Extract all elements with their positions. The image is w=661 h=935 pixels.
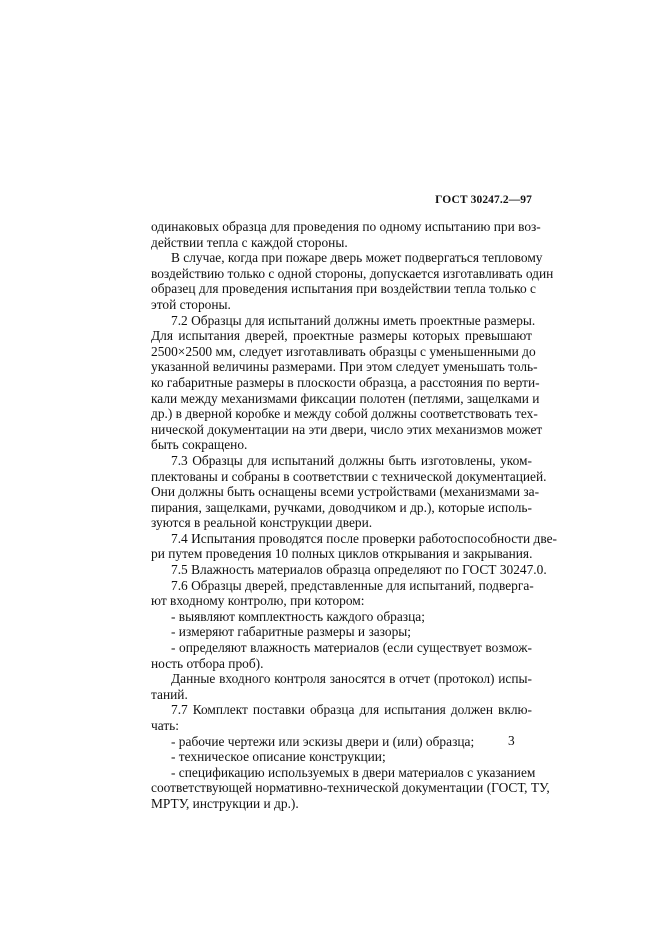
text-line: - определяют влажность материалов (если существует возмож- [171,640,532,656]
text-line: нической документации на эти двери, число этих механизмов может [151,421,543,437]
text-line: одинаковых образца для проведения по одному испытанию при воз- [151,219,541,234]
text-line: 7.3 Образцы для испытаний должны быть изготовлены, уком- [171,452,532,468]
text-line: указанной величины размерами. При этом следует уменьшать толь- [151,359,538,375]
document-code-header: ГОСТ 30247.2—97 [435,194,532,206]
text-line: ри путем проведения 10 полных циклов открывания и закрывания. [151,546,533,562]
text-line: таний. [151,686,188,702]
text-line: Данные входного контроля заносятся в отчет (протокол) испы- [171,671,532,687]
text-line: зуются в реальной конструкции двери. [151,515,373,531]
text-line: - техническое описание конструкции; [171,749,386,765]
text-line: быть сокращено. [151,437,248,453]
text-line: ют входному контролю, при котором: [151,593,365,609]
text-line: Для испытания дверей, проектные размеры которых превышают [151,328,532,344]
text-line: Они должны быть оснащены всеми устройствами (механизмами за- [151,484,540,500]
text-line: 7.7 Комплект поставки образца для испытания должен вклю- [171,702,532,718]
text-line: др.) в дверной коробке и между собой должны соответствовать тех- [151,406,538,422]
text-line: образец для проведения испытания при воздействии тепла только с [151,281,536,297]
text-line: пирания, защелками, ручками, доводчиком и др.), которые исполь- [151,499,532,515]
text-line: воздействию только с одной стороны, допускается изготавливать один [151,265,554,281]
text-line: - спецификацию используемых в двери материалов с указанием [171,764,536,780]
text-line: кали между механизмами фиксации полотен (петлями, защелками и [151,390,540,406]
body-text [151,219,557,812]
text-line: МРТУ, инструкции и др.). [151,795,299,811]
text-line: - выявляют комплектность каждого образца; [171,608,425,624]
text-line: - рабочие чертежи или эскизы двери и (или) образца; [171,733,475,749]
page-number: 3 [508,733,515,748]
text-line: 7.2 Образцы для испытаний должны иметь проектные размеры. [171,312,536,328]
text-line: чать: [151,718,180,733]
text-line: ность отбора проб). [151,655,264,671]
text-line: 7.6 Образцы дверей, представленные для испытаний, подверга- [171,577,534,593]
text-line: плектованы и собраны в соответствии с технической документацией. [151,468,547,484]
text-line: действии тепла с каждой стороны. [151,234,348,250]
text-line: этой стороны. [151,296,231,312]
text-line: 7.5 Влажность материалов образца определяют по ГОСТ 30247.0. [171,562,547,578]
text-line: - измеряют габаритные размеры и зазоры; [171,624,411,640]
text-line: 2500×2500 мм, следует изготавливать образцы с уменьшенными до [151,343,536,359]
text-line: ко габаритные размеры в плоскости образца, а расстояния по верти- [151,374,540,390]
text-line: соответствующей нормативно-технической документации (ГОСТ, ТУ, [151,780,550,796]
text-line: 7.4 Испытания проводятся после проверки работоспособности две- [171,530,557,546]
text-line: В случае, когда при пожаре дверь может подвергаться тепловому [171,250,543,266]
